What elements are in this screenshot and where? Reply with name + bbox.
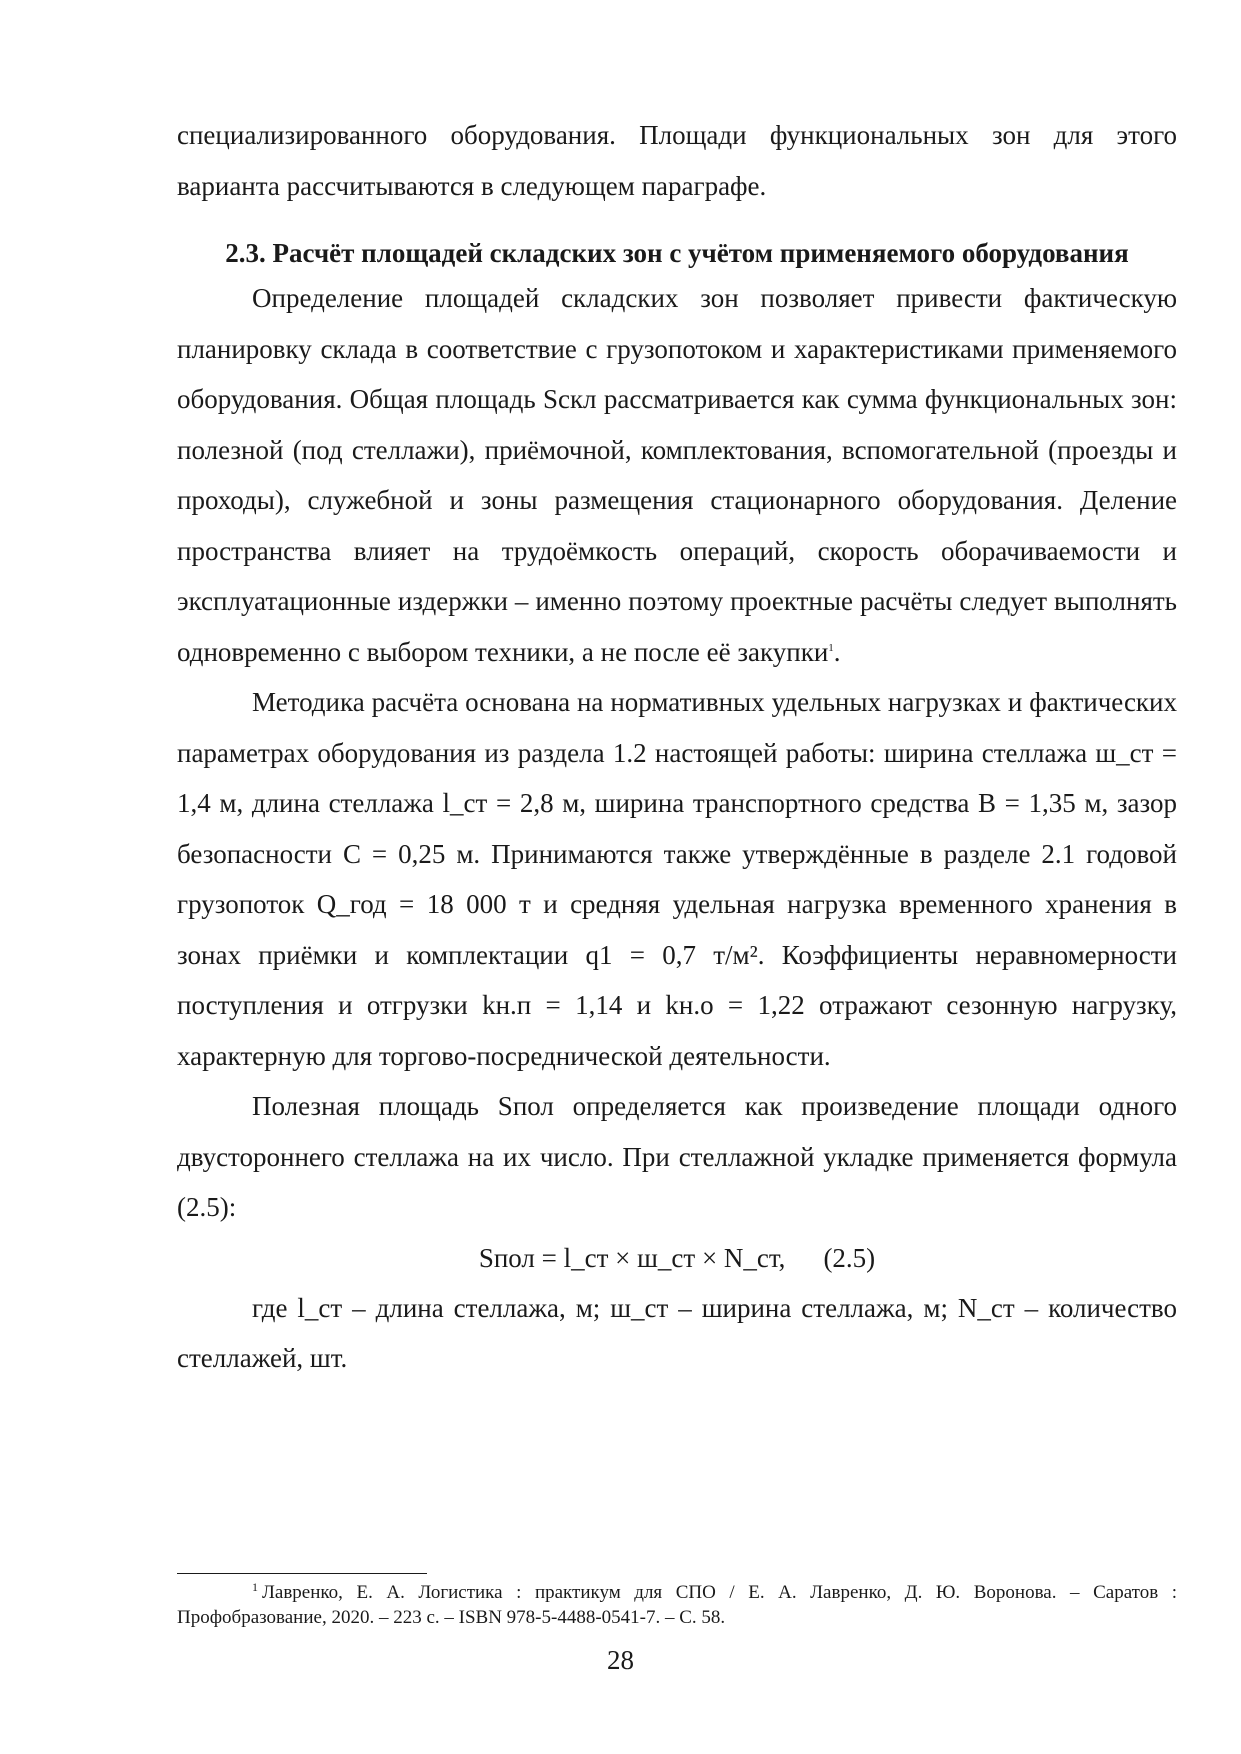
footnote-reference[interactable]: 1 (828, 641, 834, 654)
footnote-marker: 1 (252, 1579, 258, 1594)
paragraph-1-text: Определение площадей складских зон позволяет привести фактическую планировку склада в соответствие с грузопотоком и характеристиками применяемого оборудования. Общая площадь Sскл рассматривается как сумма функциональных зон: полезной (под стеллажи), приёмочной, комплектования, вспомогательной (проезды и проходы), служебной и зоны размещения стационарного оборудования. Деление пространства влияет на трудоёмкость операций, скорость оборачиваемости и эксплуатационные издержки – именно поэтому проектные расчёты следует выполнять одновременно с выбором техники, а не после её закупки (177, 283, 1177, 667)
intro-paragraph: специализированного оборудования. Площади функциональных зон для этого варианта рассчитываются в следующем параграфе. (177, 120, 1177, 201)
paragraph-3: Полезная площадь Sпол определяется как произведение площади одного двустороннего стеллажа на их число. При стеллажной укладке применяется формула (2.5): (177, 1091, 1177, 1222)
paragraph-1 (177, 273, 1177, 677)
section-heading: 2.3. Расчёт площадей складских зон с учётом применяемого оборудования (225, 238, 1129, 268)
formula-2-5 (177, 1233, 1177, 1283)
footnote-area (177, 1573, 1177, 1630)
paragraph-1-end: . (833, 636, 841, 667)
formula-number: (2.5) (823, 1242, 876, 1273)
paragraph-4: где l_ст – длина стеллажа, м; ш_ст – ширина стеллажа, м; N_ст – количество стеллажей, шт. (177, 1292, 1177, 1373)
footnote-separator (177, 1573, 427, 1574)
formula-expression: Sпол = l_ст × ш_ст × N_ст, (478, 1242, 786, 1273)
paragraph-2: Методика расчёта основана на нормативных удельных нагрузках и фактических параметрах оборудования из раздела 1.2 настоящей работы: ширина стеллажа ш_ст = 1,4 м, длина стеллажа l_ст = 2,8 м, ширина транспортного средства B = 1,35 м, зазор безопасности C = 0,25 м. Принимаются также утверждённые в разделе 2.1 годовой грузопоток Q_год = 18 000 т и средняя удельная нагрузка временного хранения в зонах приёмки и комплектации q1 = 0,7 т/м². Коэффициенты неравномерности поступления и отгрузки kн.п = 1,14 и kн.о = 1,22 отражают сезонную нагрузку, характерную для торгово-посреднической деятельности. (177, 687, 1177, 1071)
page-number: 28 (607, 1645, 634, 1675)
footnote-1 (177, 1580, 1177, 1630)
footnote-text: Лавренко, Е. А. Логистика : практикум для СПО / Е. А. Лавренко, Д. Ю. Воронова. – Саратов : Профобразование, 2020. – 223 с. – ISBN 978-5-4488-0541-7. – С. 58. (177, 1582, 1177, 1628)
page-body (177, 110, 1177, 1384)
